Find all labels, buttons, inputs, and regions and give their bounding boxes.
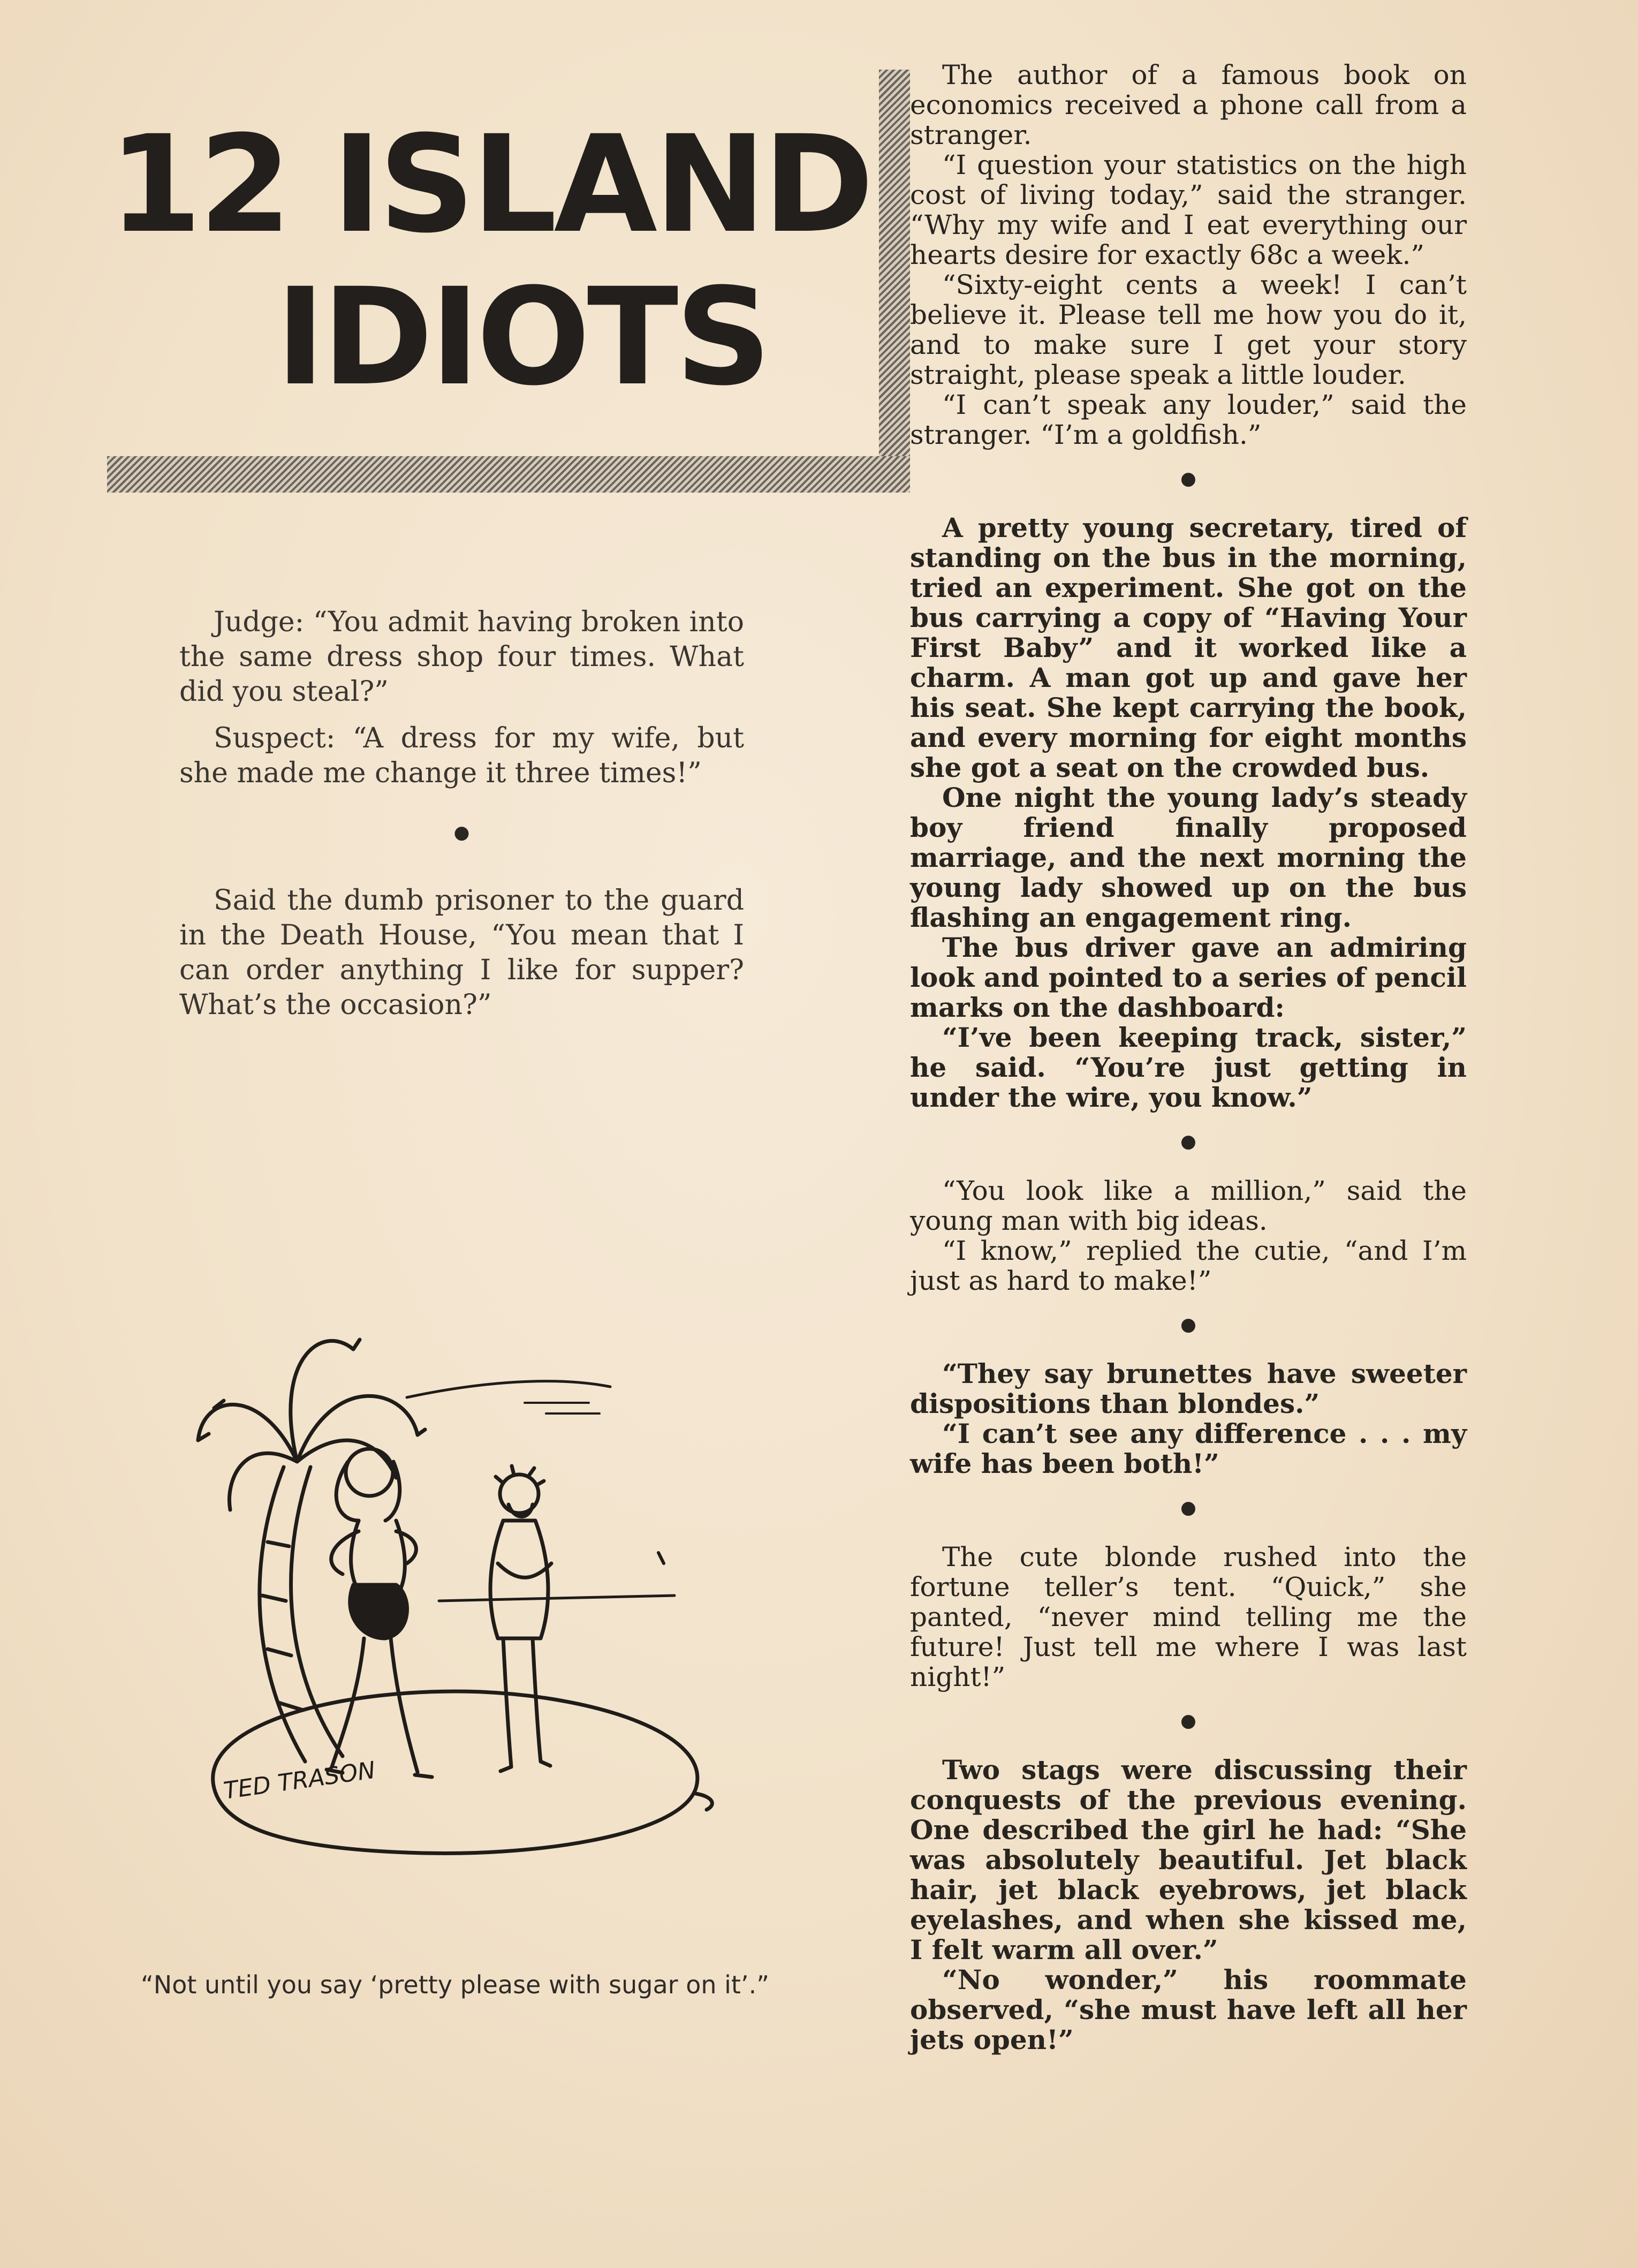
joke-paragraph: The author of a famous book on economics received a phone call from a stranger. xyxy=(910,59,1467,150)
joke-paragraph: Judge: “You admit having broken into the same dress shop four times. What did you steal?” xyxy=(179,606,744,708)
joke-paragraph: Said the dumb prisoner to the guard in the Death House, “You mean that I can order anything I like for supper? What’s the occasion?” xyxy=(179,884,744,1021)
joke-paragraph: A pretty young secretary, tired of standing on the bus in the morning, tried an experiment. She got on the bus carrying a copy of “Having Your First Baby” and it worked like a charm. A man got up and gave her his seat. She kept carrying the book, and every morning for eight months she got a seat on the crowded bus. xyxy=(910,512,1467,783)
joke-paragraph: “I can’t see any difference . . . my wife has been both!” xyxy=(910,1418,1467,1479)
right-joke-3 xyxy=(910,1176,1467,1296)
title-block xyxy=(107,70,871,493)
right-column xyxy=(910,60,1467,2055)
island-cartoon xyxy=(182,1264,744,1869)
page-title-line-1: 12 ISLAND xyxy=(109,107,871,262)
cartoon-caption: “Not until you say ‘pretty please with sugar on it’.” xyxy=(140,1970,770,1999)
palm-fronds xyxy=(198,1341,418,1510)
joke-paragraph: Two stags were discussing their conquests of the previous evening. One described the girl he had: “She was absolutely beautiful. Jet black hair, jet black eyebrows, jet black eyelashes, and when she kissed me, I felt warm all over.” xyxy=(910,1754,1467,1965)
joke-paragraph: “I’ve been keeping track, sister,” he said. “You’re just getting in under the wire, you know.” xyxy=(910,1022,1467,1113)
separator-bullet: ● xyxy=(1180,1497,1196,1518)
title-shadow-bottom xyxy=(107,456,910,493)
joke-paragraph: “I know,” replied the cutie, “and I’m just as hard to make!” xyxy=(910,1235,1467,1296)
joke-paragraph: The cute blonde rushed into the fortune teller’s tent. “Quick,” she panted, “never mind telling me the future! Just tell me where I was last night!” xyxy=(910,1541,1467,1692)
right-joke-5 xyxy=(910,1542,1467,1692)
left-joke-2 xyxy=(179,883,744,1023)
separator-bullet: ● xyxy=(453,822,470,843)
joke-paragraph: “I can’t speak any louder,” said the stranger. “I’m a goldfish.” xyxy=(910,389,1467,450)
right-joke-6 xyxy=(910,1755,1467,2055)
joke-paragraph: “Sixty-eight cents a week! I can’t believe it. Please tell me how you do it, and to make sure I get your story straight, please speak a little louder. xyxy=(910,269,1467,390)
joke-paragraph: “You look like a million,” said the young man with big ideas. xyxy=(910,1175,1467,1236)
joke-paragraph: “I question your statistics on the high cost of living today,” said the stranger. “Why my wife and I eat everything our hearts desire for exactly 68c a week.” xyxy=(910,149,1467,270)
joke-paragraph: “They say brunettes have sweeter dispositions than blondes.” xyxy=(910,1358,1467,1419)
separator-bullet: ● xyxy=(1180,1131,1196,1152)
man-figure xyxy=(490,1521,548,1638)
joke-paragraph: Suspect: “A dress for my wife, but she made me change it three times!” xyxy=(179,722,744,789)
joke-paragraph: One night the young lady’s steady boy friend finally proposed marriage, and the next morning the young lady showed up on the bus flashing an engagement ring. xyxy=(910,782,1467,933)
right-joke-4 xyxy=(910,1359,1467,1479)
joke-paragraph: “No wonder,” his roommate observed, “she must have left all her jets open!” xyxy=(910,1964,1467,2055)
separator-bullet: ● xyxy=(1180,1710,1196,1732)
artist-signature: TED TRASON xyxy=(222,1756,377,1805)
page-title-line-2: IDIOTS xyxy=(275,259,769,415)
separator-bullet: ● xyxy=(1180,1314,1196,1335)
left-joke-1 xyxy=(179,605,744,791)
right-joke-1 xyxy=(910,60,1467,450)
right-joke-2 xyxy=(910,513,1467,1113)
separator-bullet: ● xyxy=(1180,468,1196,489)
joke-paragraph: The bus driver gave an admiring look and pointed to a series of pencil marks on the dashboard: xyxy=(910,932,1467,1023)
